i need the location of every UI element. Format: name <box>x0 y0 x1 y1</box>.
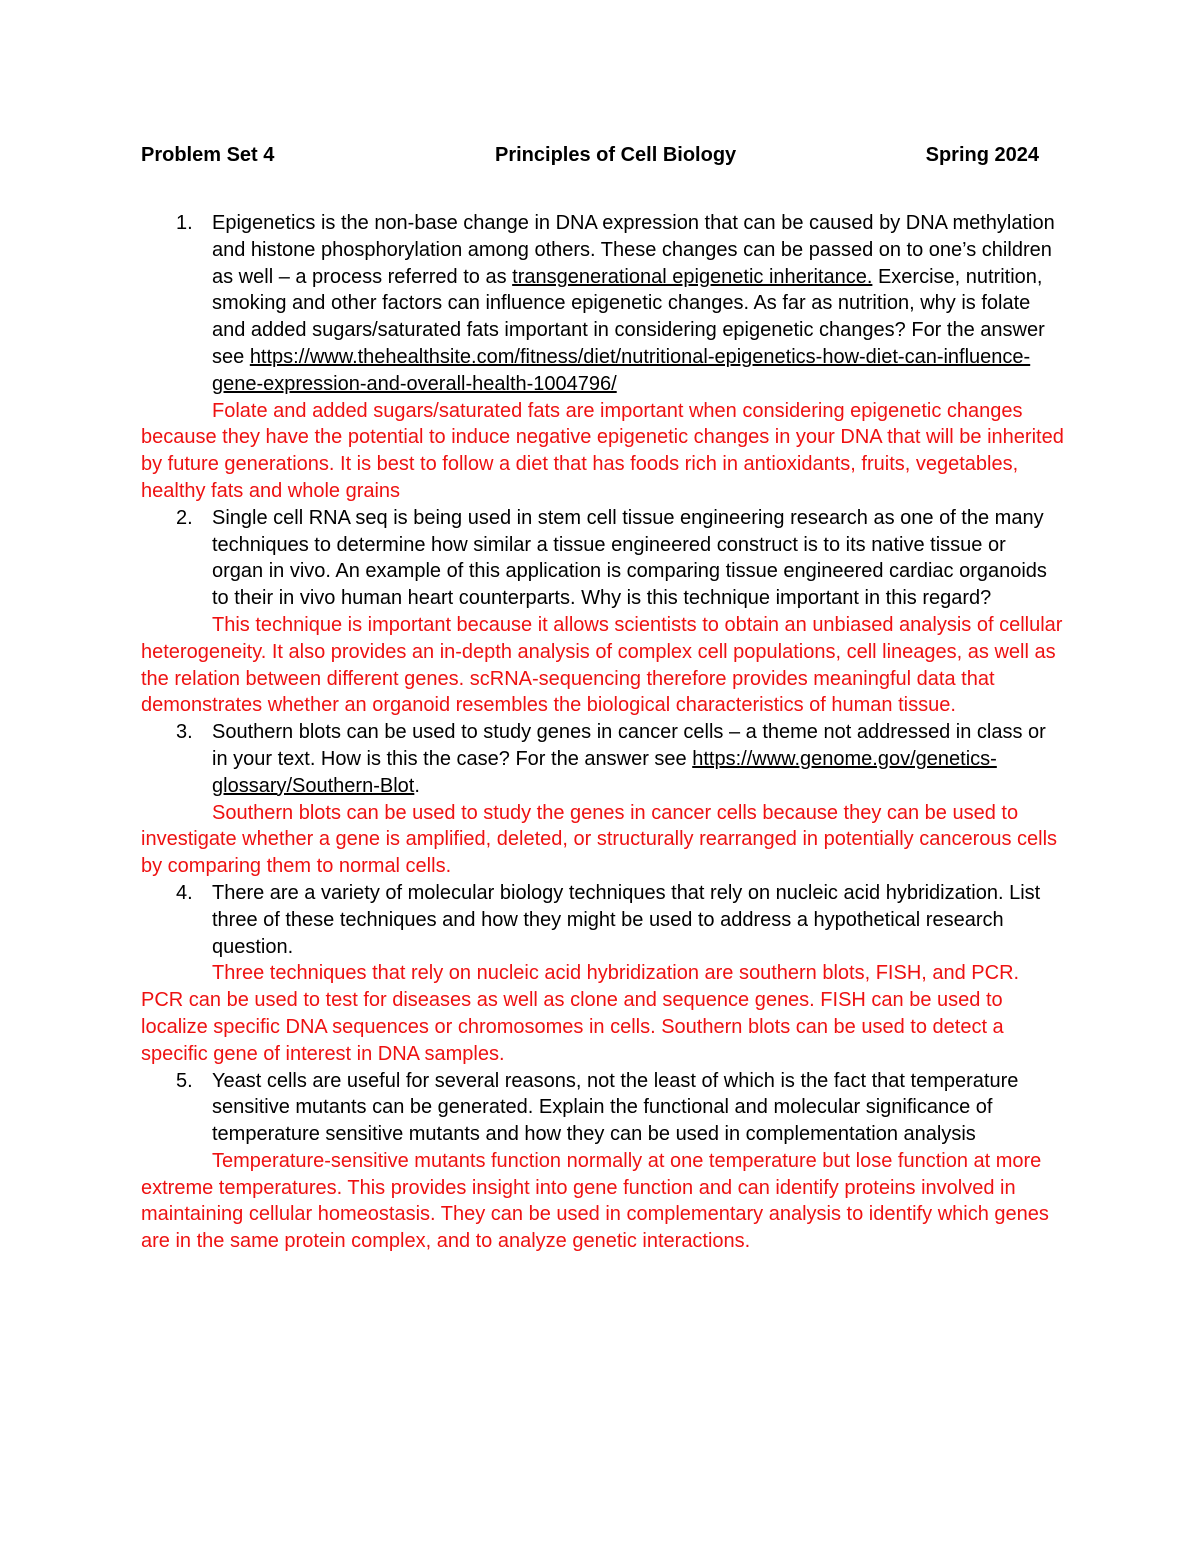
reference-link[interactable]: https://www.genome.gov/genetics-glossary/Southern-Blot <box>212 747 997 797</box>
question-2 <box>141 505 1066 719</box>
question-number: 1. <box>176 212 193 234</box>
underlined-term: transgenerational epigenetic inheritance. <box>512 265 873 288</box>
question-text-part: Epigenetics is the non-base change in DNA expression that can be caused by DNA methylation and histone phosphorylation among others. These changes can be passed on to one’s children as well – a process referred to as <box>212 212 1055 288</box>
answer-text: Folate and added sugars/saturated fats are important when considering epigenetic changes because they have the potential to induce negative epigenetic changes in your DNA that will be inherited by future generations. It is best to follow a diet that has foods rich in antioxidants, fruits, vegetables, healthy fats and whole grains <box>141 399 1064 502</box>
question-5 <box>141 1068 1066 1256</box>
header-problem-set: Problem Set 4 <box>141 144 275 166</box>
question-number: 4. <box>176 881 193 904</box>
question-text-part: Exercise, nutrition, smoking and other factors can influence epigenetic changes. As far as nutrition, why is folate and added sugars/saturated fats important in considering epigenetic changes? For the answer see <box>212 265 1045 368</box>
answer-text: Temperature-sensitive mutants function normally at one temperature but lose function at more extreme temperatures. This provides insight into gene function and can identify proteins involved in maintaining cellular homeostasis. They can be used in complementary analysis to identify which genes are in the same protein complex, and to analyze genetic interactions. <box>141 1149 1049 1253</box>
header-course-title: Principles of Cell Biology <box>495 144 737 166</box>
question-1 <box>141 210 1066 505</box>
answer-text: Three techniques that rely on nucleic acid hybridization are southern blots, FISH, and PCR. PCR can be used to test for diseases as well as clone and sequence genes. FISH can be used to localize specific DNA sequences or chromosomes in cells. Southern blots can be used to detect a specific gene of interest in DNA samples. <box>141 962 1020 1065</box>
question-text <box>212 719 1062 799</box>
question-3 <box>141 719 1066 880</box>
question-4 <box>141 880 1066 1068</box>
answer-text: Southern blots can be used to study the genes in cancer cells because they can be used to investigate whether a gene is amplified, deleted, or structurally rearranged in potentially cancerous cells by comparing them to normal cells. <box>141 801 1058 878</box>
question-text-part: Southern blots can be used to study genes in cancer cells – a theme not addressed in class or in your text. How is this the case? For the answer see <box>212 721 1046 770</box>
question-number: 3. <box>176 721 193 744</box>
reference-link[interactable]: https://www.thehealthsite.com/fitness/diet/nutritional-epigenetics-how-diet-can-influence-gene-expression-and-overall-health-1004796/ <box>212 345 1031 395</box>
question-text: Single cell RNA seq is being used in stem cell tissue engineering research as one of the many techniques to determine how similar a tissue engineered construct is to its native tissue or organ in vivo. An example of this application is comparing tissue engineered cardiac organoids to their in vivo human heart counterparts. Why is this technique important in this regard? <box>212 506 1047 610</box>
header-term: Spring 2024 <box>925 144 1039 166</box>
answer-text: This technique is important because it allows scientists to obtain an unbiased analysis of cellular heterogeneity. It also provides an in-depth analysis of complex cell populations, cell lineages, as well as the relation between different genes. scRNA-sequencing therefore provides meaningful data that demonstrates whether an organoid resembles the biological characteristics of human tissue. <box>141 613 1063 717</box>
question-list <box>141 210 1066 1255</box>
question-number: 2. <box>176 506 193 529</box>
question-text-part: . <box>414 774 420 797</box>
question-text: There are a variety of molecular biology techniques that rely on nucleic acid hybridization. List three of these techniques and how they might be used to address a hypothetical research question. <box>212 881 1041 958</box>
question-text: Yeast cells are useful for several reasons, not the least of which is the fact that temperature sensitive mutants can be generated. Explain the functional and molecular significance of temperature sensitive mutants and how they can be used in complementation analysis <box>212 1069 1019 1146</box>
document-header <box>141 141 1039 171</box>
question-number: 5. <box>176 1069 193 1092</box>
question-text <box>212 210 1062 398</box>
